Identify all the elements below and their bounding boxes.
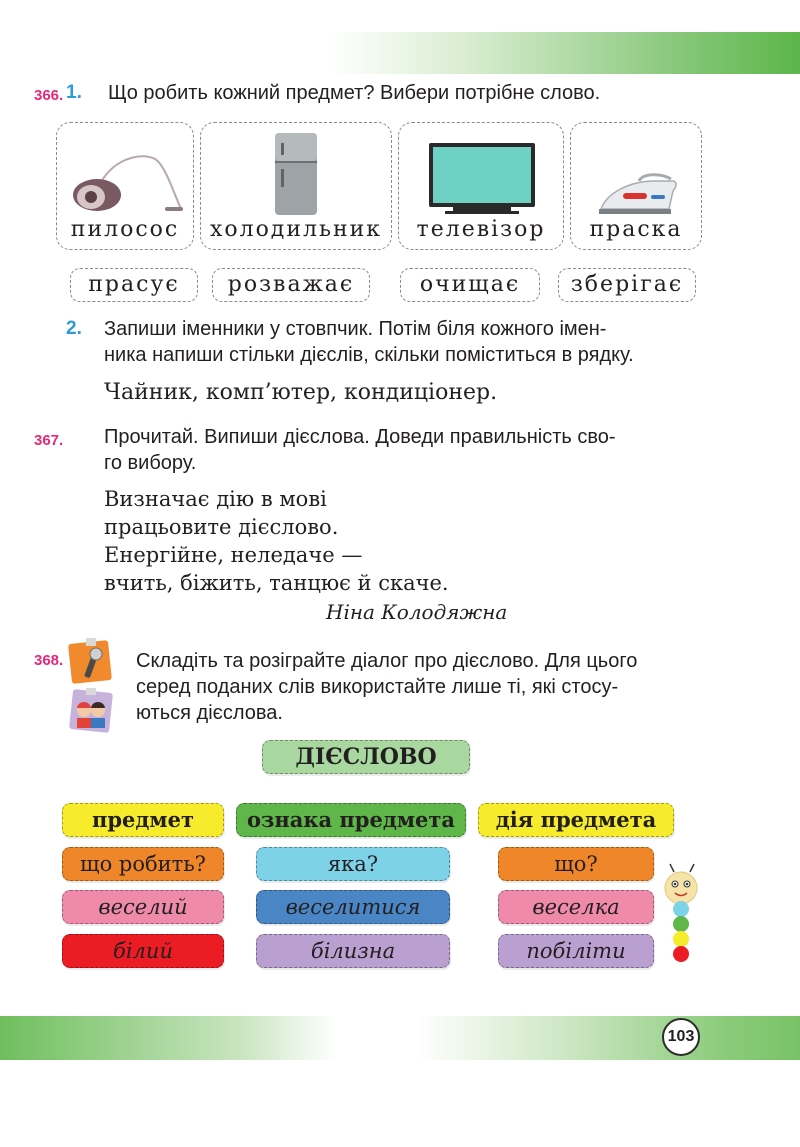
exercise-368-line: Складіть та розіграйте діалог про дієслово. Для цього (136, 650, 638, 672)
vacuum-cleaner-icon (69, 151, 185, 215)
task-2-words: Чайник, комп’ютер, кондиціонер. (104, 380, 498, 405)
task-number-2: 2. (66, 318, 82, 339)
verb-option: зберігає (558, 268, 696, 302)
exercise-367-line: го вибору. (104, 452, 197, 474)
card-iron (570, 122, 702, 250)
poem-line: Визначає дію в мові (104, 487, 327, 511)
card-word-vacuum: пилосос (70, 217, 180, 242)
exercise-368-line: ються дієслова. (136, 702, 283, 724)
verb-option: прасує (70, 268, 198, 302)
card-fridge (200, 122, 392, 250)
task-2-text (104, 316, 704, 368)
question-tag: що робить? (62, 847, 224, 881)
question-tag: що? (498, 847, 654, 881)
card-word-fridge: холодильник (209, 217, 383, 242)
header-tag: ознака предмета (236, 803, 466, 837)
header-tag: дія предмета (478, 803, 674, 837)
exercise-368-line: серед поданих слів використайте лише ті, які стосу- (136, 676, 619, 698)
word-tag: веселий (62, 890, 224, 924)
word-tag: веселитися (256, 890, 450, 924)
header-tag: предмет (62, 803, 224, 837)
exercise-367-line: Прочитай. Випиши дієслова. Доведи правильність сво- (104, 426, 616, 448)
poem-line: працьовите дієслово. (104, 515, 339, 539)
verb-option: очищає (400, 268, 540, 302)
verb-option: розважає (212, 268, 370, 302)
title-tag: ДІЄСЛОВО (262, 740, 470, 774)
exercise-number-367: 367. (34, 432, 64, 449)
fridge-icon (273, 131, 319, 217)
word-tag: побіліти (498, 934, 654, 968)
task-1-text: Що робить кожний предмет? Вибери потрібне слово. (108, 82, 601, 104)
microphone-sticker-icon (66, 636, 116, 686)
poem-line: вчить, біжить, танцює й скаче. (104, 571, 449, 595)
children-sticker-icon (68, 688, 114, 734)
tv-icon (427, 141, 537, 215)
task-number-1: 1. (66, 82, 82, 103)
task-2-line: ника напиши стільки дієслів, скільки поміститься в рядку. (104, 344, 634, 366)
poem (104, 485, 449, 597)
task-2-line: Запиши іменники у стовпчик. Потім біля кожного імен- (104, 318, 607, 340)
exercise-number-366: 366. (34, 87, 64, 104)
exercise-number-368: 368. (34, 652, 64, 669)
card-word-tv: телевізор (416, 217, 546, 242)
exercise-367-text (104, 424, 704, 476)
poem-line: Енергійне, неледаче — (104, 543, 363, 567)
word-tag: веселка (498, 890, 654, 924)
exercise-368-text (136, 648, 706, 726)
question-tag: яка? (256, 847, 450, 881)
iron-icon (599, 171, 679, 215)
caterpillar-icon (660, 862, 704, 972)
card-tv (398, 122, 564, 250)
word-tag: білизна (256, 934, 450, 968)
page-number: 103 (662, 1018, 700, 1056)
poem-author: Ніна Колодяжна (326, 600, 508, 624)
word-tag: білий (62, 934, 224, 968)
card-vacuum (56, 122, 194, 250)
card-word-iron: праска (589, 217, 683, 242)
top-green-bar (330, 32, 800, 74)
